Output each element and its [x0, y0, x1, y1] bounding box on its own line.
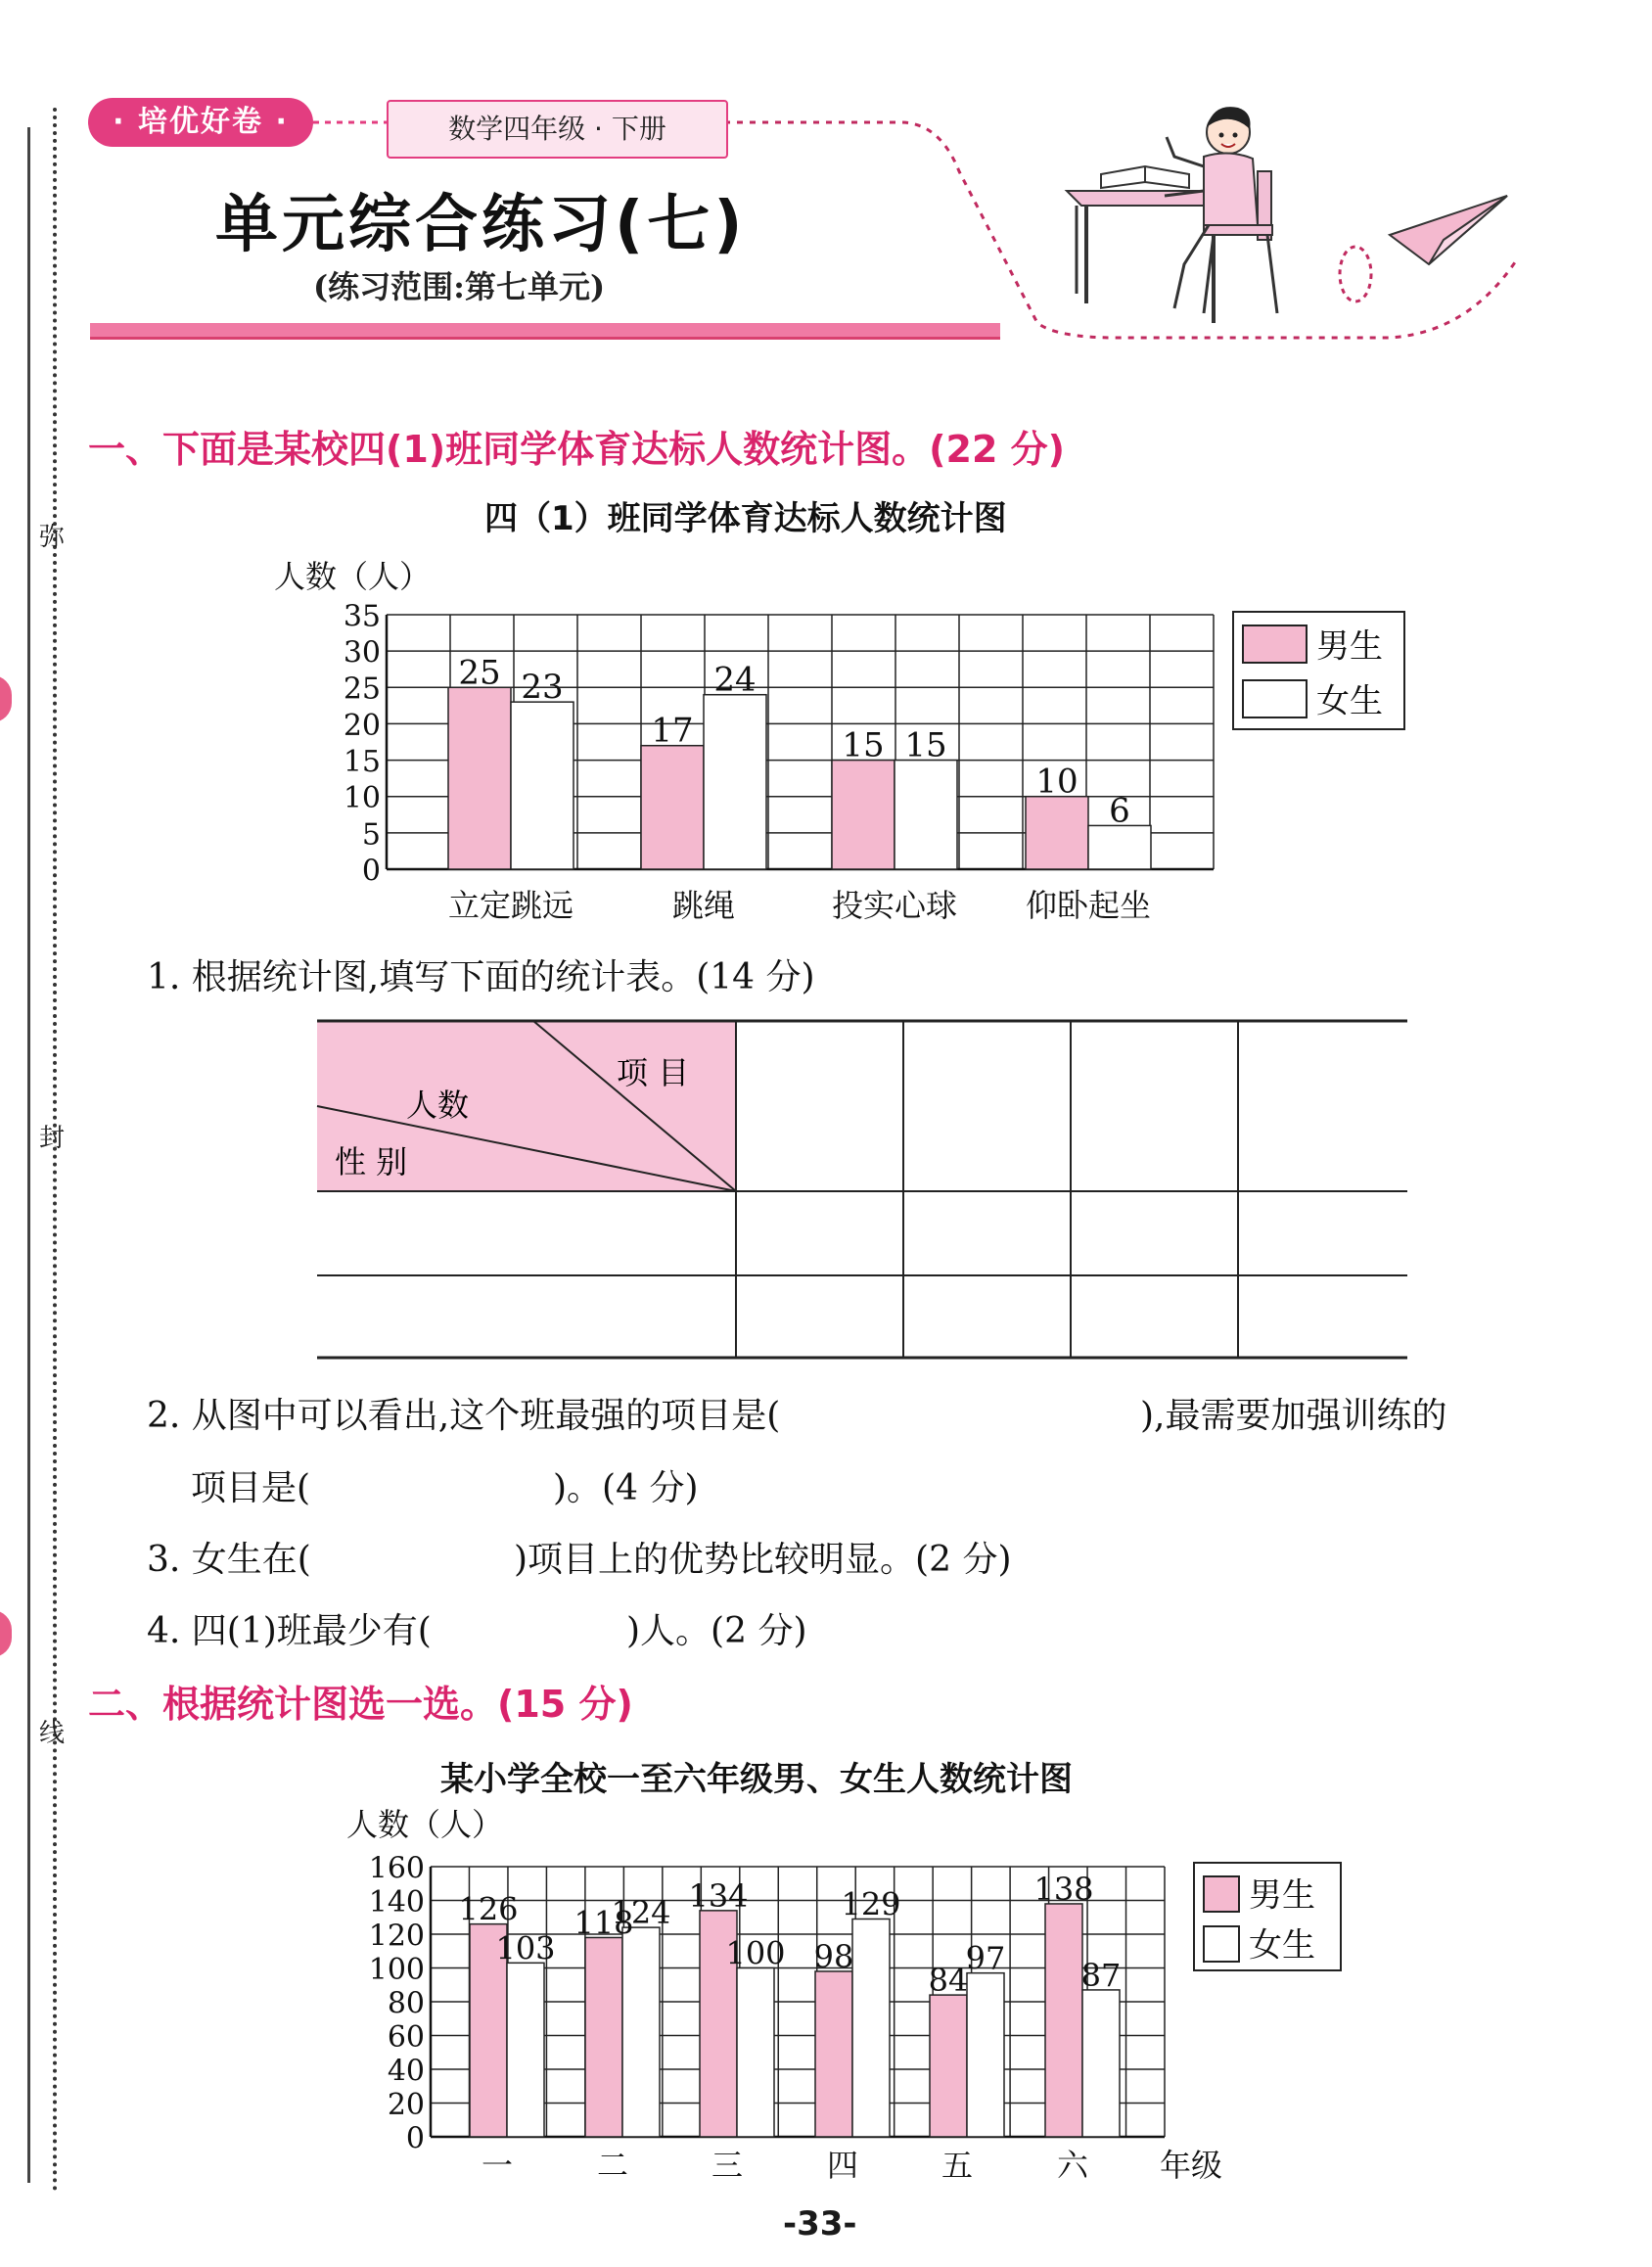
- bar-male: [1045, 1904, 1082, 2137]
- y-tick-label: 80: [387, 1986, 425, 2021]
- bar-value-label: 15: [904, 725, 947, 765]
- bar-value-label: 15: [842, 725, 885, 765]
- y-tick-label: 20: [343, 708, 381, 743]
- bar-value-label: 129: [841, 1885, 901, 1923]
- y-tick-label: 15: [343, 744, 381, 779]
- x-category-label: 二: [596, 2147, 629, 2184]
- y-tick-label: 140: [368, 1884, 425, 1920]
- bar-value-label: 17: [651, 711, 694, 751]
- question-1-2a: 2. 从图中可以看出,这个班最强的项目是(: [147, 1396, 781, 1436]
- bar-value-label: 138: [1033, 1870, 1094, 1908]
- pink-tab-marker: [0, 1610, 12, 1657]
- bar-female: [967, 1973, 1004, 2137]
- bar-female: [704, 695, 766, 869]
- question-1-3b: )项目上的优势比较明显。(2 分): [514, 1540, 1012, 1580]
- page-number: -33-: [783, 2204, 857, 2244]
- y-tick-label: 0: [405, 2121, 425, 2156]
- x-category-label: 六: [1056, 2147, 1089, 2184]
- legend-label: 男生: [1316, 626, 1383, 667]
- page-title: 单元综合练习(七): [215, 189, 747, 261]
- question-1-2d: )。(4 分): [553, 1468, 699, 1508]
- bar-female: [737, 1968, 774, 2138]
- legend-swatch-male: [1204, 1876, 1239, 1912]
- bar-female: [507, 1963, 544, 2137]
- bar-value-label: 98: [813, 1937, 854, 1975]
- bar-value-label: 124: [611, 1894, 671, 1932]
- y-tick-label: 10: [343, 781, 381, 816]
- question-1-4b: )人。(2 分): [626, 1611, 807, 1651]
- binding-edge-line: [27, 127, 30, 2183]
- legend-label: 女生: [1249, 1925, 1315, 1966]
- bar-female: [852, 1919, 890, 2137]
- legend-label: 女生: [1316, 681, 1383, 721]
- series-badge: · 培优好卷 ·: [88, 98, 313, 147]
- table-header-gender: 性 别: [335, 1143, 408, 1180]
- statistics-table: [313, 1013, 1419, 1365]
- y-tick-label: 100: [368, 1952, 425, 1987]
- legend-label: 男生: [1249, 1875, 1315, 1916]
- bar-female: [622, 1927, 660, 2137]
- bar-value-label: 97: [965, 1939, 1006, 1977]
- question-1-3a: 3. 女生在(: [147, 1540, 311, 1580]
- bar-male: [641, 746, 704, 869]
- bar-male: [930, 1995, 967, 2137]
- section1-title: 一、下面是某校四(1)班同学体育达标人数统计图。(22 分): [88, 428, 1066, 471]
- bar-female: [511, 702, 574, 869]
- y-tick-label: 40: [387, 2054, 425, 2089]
- question-1-2c: 项目是(: [191, 1468, 311, 1508]
- x-category-label: 五: [941, 2147, 974, 2184]
- x-category-label: 仰卧起坐: [1025, 887, 1152, 920]
- chart2-title: 某小学全校一至六年级男、女生人数统计图: [440, 1760, 1073, 1799]
- bar-value-label: 24: [713, 660, 757, 700]
- y-tick-label: 20: [387, 2087, 425, 2122]
- page-subtitle: (练习范围:第七单元): [313, 268, 606, 305]
- table-header-item: 项 目: [617, 1054, 690, 1091]
- binding-char-feng: 封: [39, 1124, 66, 1153]
- question-1-4a: 4. 四(1)班最少有(: [147, 1611, 432, 1651]
- grade-label: 数学四年级 · 下册: [387, 100, 728, 159]
- y-tick-label: 5: [361, 817, 381, 853]
- y-axis-label: 人数（人）: [274, 558, 432, 595]
- x-category-label: 立定跳远: [447, 887, 574, 920]
- bar-female: [1088, 825, 1151, 869]
- bar-female: [895, 761, 957, 869]
- x-category-label: 跳绳: [671, 887, 736, 920]
- section2-title: 二、根据统计图选一选。(15 分): [88, 1683, 633, 1726]
- bar-value-label: 134: [688, 1876, 749, 1915]
- bar-value-label: 10: [1035, 762, 1078, 802]
- y-tick-label: 120: [368, 1919, 425, 1954]
- y-tick-label: 160: [368, 1851, 425, 1886]
- legend-swatch-male: [1243, 625, 1307, 663]
- y-tick-label: 0: [361, 854, 381, 889]
- bar-value-label: 87: [1080, 1956, 1122, 1994]
- chart1-title: 四（1）班同学体育达标人数统计图: [484, 499, 1007, 538]
- bar-male: [832, 761, 895, 869]
- legend-swatch-female: [1243, 680, 1307, 717]
- bar-value-label: 6: [1109, 791, 1130, 831]
- chart1-bar-chart: [264, 548, 1419, 920]
- bar-value-label: 25: [458, 653, 501, 693]
- bar-value-label: 100: [725, 1934, 786, 1972]
- y-tick-label: 25: [343, 671, 381, 707]
- y-axis-label: 人数（人）: [346, 1806, 504, 1843]
- bar-value-label: 118: [574, 1904, 634, 1942]
- title-underline-bar: [90, 323, 1000, 340]
- bar-value-label: 23: [521, 668, 564, 708]
- bar-value-label: 103: [495, 1929, 556, 1967]
- bar-value-label: 84: [928, 1962, 969, 2000]
- bar-female: [1082, 1990, 1120, 2137]
- bar-male: [815, 1971, 852, 2137]
- question-1-1: 1. 根据统计图,填写下面的统计表。(14 分): [147, 957, 815, 997]
- bar-male: [448, 687, 511, 869]
- x-category-label: 投实心球: [831, 887, 958, 920]
- x-category-label: 一: [481, 2147, 514, 2184]
- pink-tab-marker: [0, 675, 12, 722]
- bar-male: [1026, 797, 1088, 869]
- bar-male: [585, 1937, 622, 2137]
- student-desk-illustration: [1057, 98, 1527, 333]
- binding-char-xian: 线: [39, 1719, 66, 1748]
- x-category-label: 四: [826, 2147, 859, 2184]
- y-tick-label: 35: [343, 599, 381, 634]
- x-axis-label: 年级: [1160, 2147, 1223, 2184]
- bar-value-label: 126: [458, 1890, 519, 1928]
- x-category-label: 三: [711, 2147, 744, 2184]
- table-header-count: 人数: [406, 1087, 470, 1124]
- legend-swatch-female: [1204, 1926, 1239, 1962]
- question-1-2b: ),最需要加强训练的: [1140, 1396, 1447, 1436]
- chart2-bar-chart: [333, 1796, 1360, 2198]
- y-tick-label: 30: [343, 635, 381, 671]
- y-tick-label: 60: [387, 2019, 425, 2055]
- binding-char-mi: 弥: [39, 523, 66, 552]
